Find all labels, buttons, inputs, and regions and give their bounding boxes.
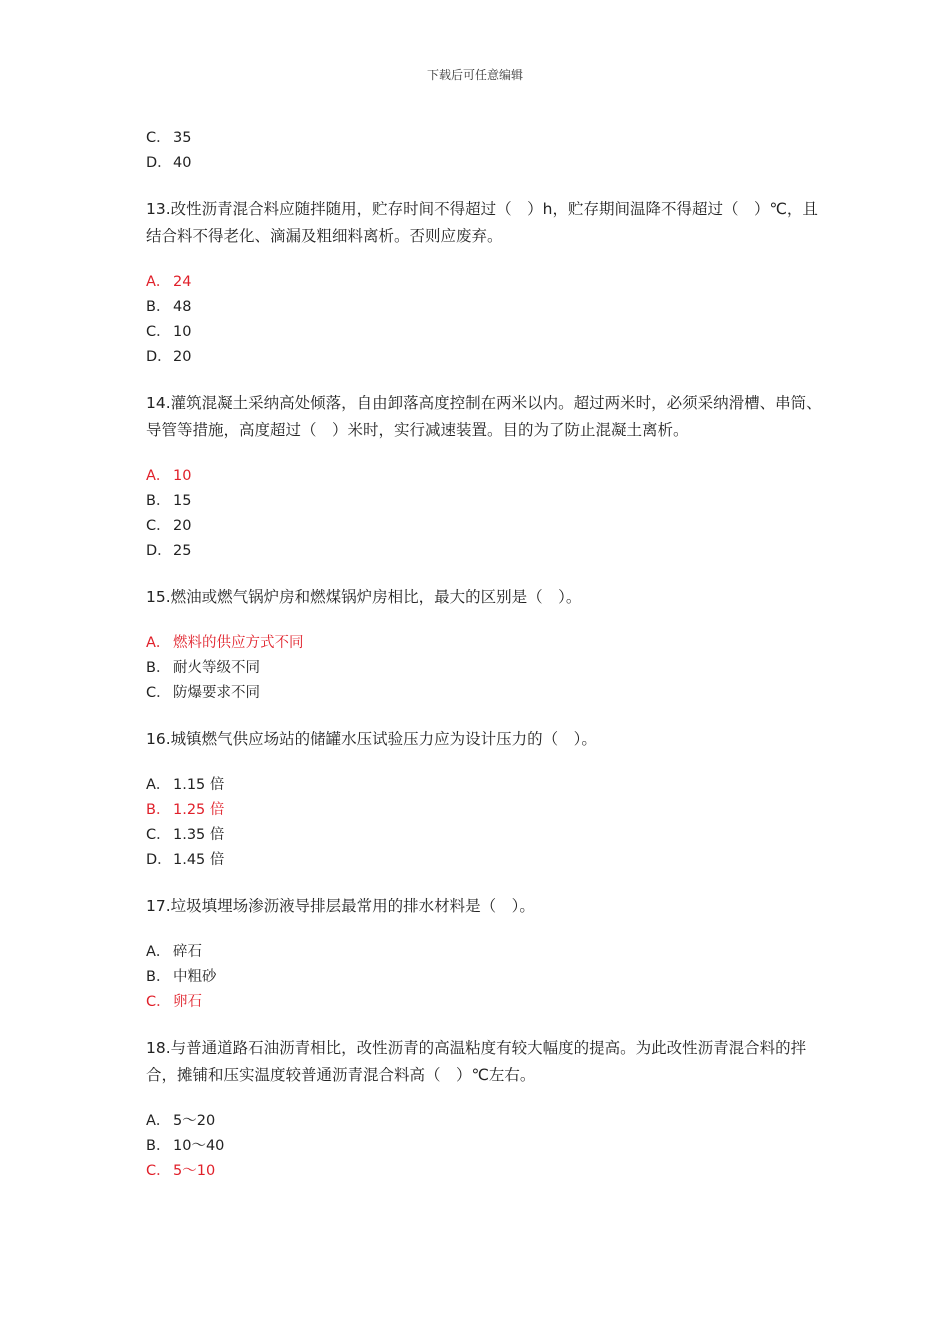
option-letter: C． — [146, 324, 171, 340]
option-text: 1.25 倍 — [173, 802, 225, 818]
answer-option — [146, 681, 826, 706]
answer-option — [146, 320, 826, 345]
question-block — [146, 726, 826, 873]
option-text: 燃料的供应方式不同 — [173, 635, 304, 651]
option-letter: D． — [146, 155, 172, 171]
answer-option — [146, 126, 826, 151]
question-block — [146, 893, 826, 1015]
option-text: 48 — [173, 299, 192, 315]
answer-option — [146, 1134, 826, 1159]
option-letter: C． — [146, 827, 171, 843]
answer-option — [146, 631, 826, 656]
option-text: 5～10 — [173, 1163, 216, 1179]
option-letter: A． — [146, 1113, 171, 1129]
page-header: 下载后可任意编辑 — [426, 68, 523, 82]
answer-option — [146, 345, 826, 370]
option-letter: A． — [146, 944, 171, 960]
question-text: 15.燃油或燃气锅炉房和燃煤锅炉房相比，最大的区别是（ ）。 — [146, 588, 582, 606]
answer-option — [146, 773, 826, 798]
answer-option — [146, 514, 826, 539]
option-letter: D． — [146, 349, 172, 365]
option-text: 20 — [173, 349, 192, 365]
option-letter: B． — [146, 802, 171, 818]
answer-option — [146, 656, 826, 681]
questions-container — [146, 196, 826, 1184]
question-block — [146, 1035, 826, 1184]
option-letter: B． — [146, 299, 171, 315]
option-letter: B． — [146, 660, 171, 676]
option-text: 碎石 — [173, 944, 202, 960]
option-text: 1.35 倍 — [173, 827, 225, 843]
answer-option — [146, 823, 826, 848]
question-text: 17.垃圾填埋场渗沥液导排层最常用的排水材料是（ ）。 — [146, 897, 535, 915]
option-text: 1.15 倍 — [173, 777, 225, 793]
option-text: 15 — [173, 493, 192, 509]
answer-option — [146, 940, 826, 965]
option-text: 10～40 — [173, 1138, 225, 1154]
option-letter: B． — [146, 1138, 171, 1154]
option-text: 10 — [173, 468, 192, 484]
option-letter: A． — [146, 274, 171, 290]
answer-option — [146, 798, 826, 823]
question-list — [146, 126, 826, 1184]
answer-option — [146, 270, 826, 295]
option-letter: A． — [146, 777, 171, 793]
answer-option — [146, 489, 826, 514]
option-text: 20 — [173, 518, 192, 534]
option-letter: C． — [146, 994, 171, 1010]
question-text: 16.城镇燃气供应场站的储罐水压试验压力应为设计压力的（ ）。 — [146, 730, 597, 748]
option-text: 10 — [173, 324, 192, 340]
option-text: 防爆要求不同 — [173, 685, 260, 701]
option-letter: B． — [146, 969, 171, 985]
option-text: 25 — [173, 543, 192, 559]
question-block — [146, 390, 826, 564]
answer-option — [146, 990, 826, 1015]
option-text: 40 — [173, 155, 192, 171]
question-text: 13.改性沥青混合料应随拌随用，贮存时间不得超过（ ）h，贮存期间温降不得超过（ ）℃，且结合料不得老化、滴漏及粗细料离析。否则应废弃。 — [146, 200, 818, 245]
option-letter: C． — [146, 1163, 171, 1179]
option-letter: B． — [146, 493, 171, 509]
answer-option — [146, 1109, 826, 1134]
answer-option — [146, 848, 826, 873]
answer-option — [146, 1159, 826, 1184]
option-text: 24 — [173, 274, 192, 290]
question-block — [146, 584, 826, 706]
option-letter: C． — [146, 685, 171, 701]
leading-options — [146, 126, 826, 176]
answer-option — [146, 151, 826, 176]
question-text: 18.与普通道路石油沥青相比，改性沥青的高温粘度有较大幅度的提高。为此改性沥青混合料的拌合，摊铺和压实温度较普通沥青混合料高（ ）℃左右。 — [146, 1039, 807, 1084]
option-text: 35 — [173, 130, 192, 146]
option-letter: C． — [146, 130, 171, 146]
option-letter: D． — [146, 852, 172, 868]
option-text: 5～20 — [173, 1113, 216, 1129]
option-text: 1.45 倍 — [173, 852, 225, 868]
answer-option — [146, 539, 826, 564]
option-letter: D． — [146, 543, 172, 559]
question-block — [146, 196, 826, 370]
option-letter: C． — [146, 518, 171, 534]
option-letter: A． — [146, 468, 171, 484]
answer-option — [146, 295, 826, 320]
option-text: 耐火等级不同 — [173, 660, 260, 676]
option-text: 卵石 — [173, 994, 202, 1010]
option-letter: A． — [146, 635, 171, 651]
option-text: 中粗砂 — [173, 969, 217, 985]
answer-option — [146, 464, 826, 489]
question-text: 14.灌筑混凝土采纳高处倾落，自由卸落高度控制在两米以内。超过两米时，必须采纳滑槽、串筒、导管等措施，高度超过（ ）米时，实行减速装置。目的为了防止混凝土离析。 — [146, 394, 822, 439]
answer-option — [146, 965, 826, 990]
